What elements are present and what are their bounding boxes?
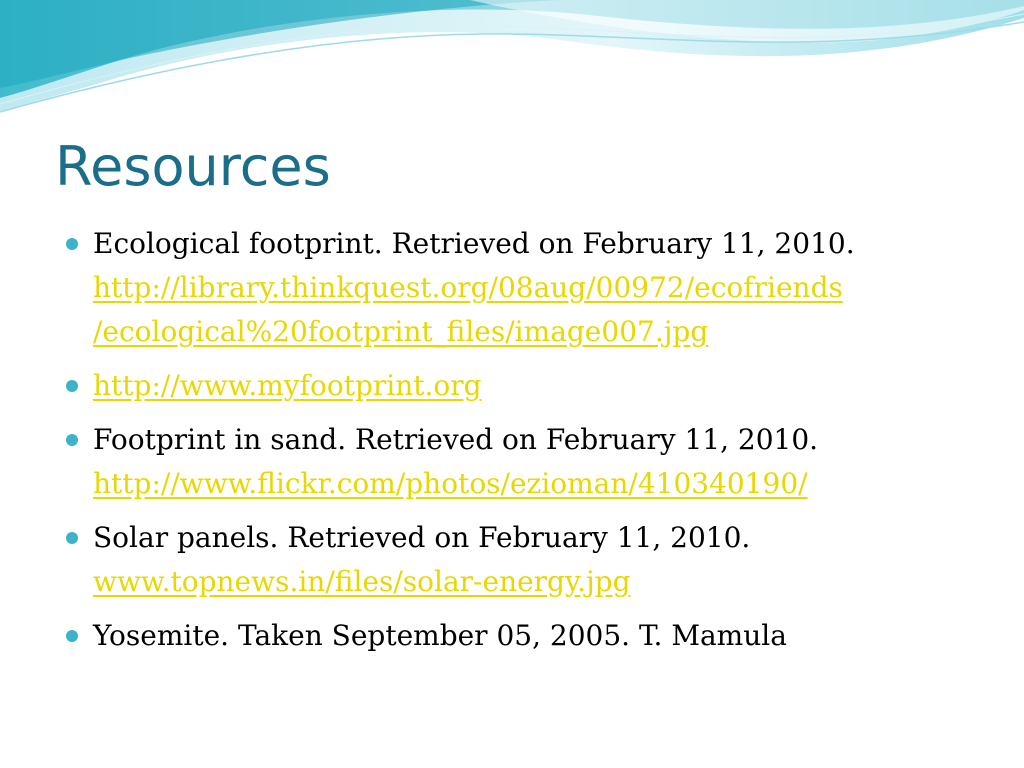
resource-link-line[interactable]: /ecological%20footprint_files/image007.jpg: [93, 315, 709, 348]
resource-list: [62, 222, 967, 668]
bullet-icon: [66, 380, 78, 392]
resource-citation: Solar panels. Retrieved on February 11, 2010.: [93, 521, 751, 554]
resource-citation: Footprint in sand. Retrieved on February 11, 2010.: [93, 423, 819, 456]
decorative-wave-header: [0, 0, 1024, 130]
resource-link[interactable]: http://www.flickr.com/photos/ezioman/410340190/: [93, 467, 808, 500]
resource-citation: Ecological footprint. Retrieved on February 11, 2010.: [93, 227, 855, 260]
page-title: Resources: [55, 135, 331, 198]
list-item: [62, 516, 967, 604]
resource-link[interactable]: http://www.myfootprint.org: [93, 369, 482, 402]
bullet-icon: [66, 532, 78, 544]
list-item: [62, 364, 967, 408]
list-item: [62, 614, 967, 658]
bullet-icon: [66, 238, 78, 250]
list-item: [62, 418, 967, 506]
list-item: [62, 222, 967, 354]
bullet-icon: [66, 630, 78, 642]
resource-citation: Yosemite. Taken September 05, 2005. T. Mamula: [93, 619, 787, 652]
resource-link[interactable]: www.topnews.in/files/solar-energy.jpg: [93, 565, 631, 598]
bullet-icon: [66, 434, 78, 446]
resource-link-line[interactable]: http://library.thinkquest.org/08aug/00972/ecofriends: [93, 271, 843, 304]
